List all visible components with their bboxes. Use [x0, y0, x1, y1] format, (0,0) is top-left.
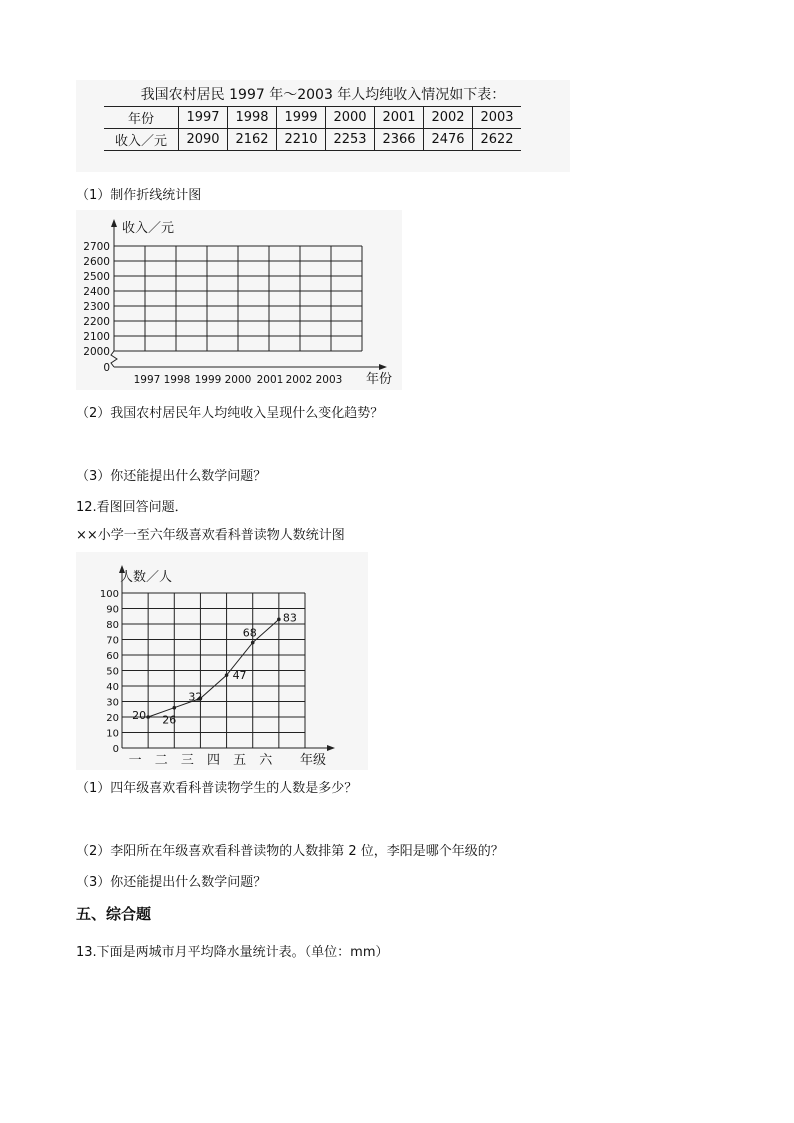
y-tick-label: 0	[112, 744, 119, 755]
table-header-income: 收入／元	[104, 129, 179, 151]
x-category-label: 三	[180, 753, 194, 768]
y-tick-label: 2100	[83, 331, 110, 343]
table-cell: 2366	[375, 129, 424, 151]
table-cell: 2253	[326, 129, 375, 151]
x-tick-label: 1998	[163, 374, 191, 386]
table-cell: 2476	[424, 129, 473, 151]
table-cell: 2090	[179, 129, 228, 151]
y-tick-label: 2500	[83, 271, 110, 283]
data-label: 26	[162, 713, 177, 727]
q13-text: 13.下面是两城市月平均降水量统计表。（单位：mm）	[76, 945, 389, 960]
x-category-label: 一	[128, 753, 142, 768]
data-label: 83	[282, 611, 297, 625]
table-cell: 2622	[473, 129, 522, 151]
data-label: 47	[232, 669, 247, 683]
data-point	[146, 715, 150, 719]
table-header-year: 年份	[104, 107, 179, 129]
table-cell: 1997	[179, 107, 228, 129]
series-line	[148, 619, 279, 717]
y-tick-label: 2300	[83, 301, 110, 313]
data-label: 20	[132, 709, 147, 722]
x-axis-title: 年级	[300, 753, 327, 768]
table-cell: 1999	[277, 107, 326, 129]
section-heading: 五、综合题	[76, 905, 152, 923]
q11-part1: （1）制作折线统计图	[76, 188, 202, 203]
data-point	[172, 706, 176, 710]
q12-part1: （1）四年级喜欢看科普读物学生的人数是多少？	[76, 781, 358, 796]
y-tick-label: 50	[106, 666, 119, 678]
x-category-label: 五	[233, 753, 247, 768]
table-cell: 2003	[473, 107, 522, 129]
table-title: 我国农村居民 1997 年～2003 年人均纯收入情况如下表：	[140, 87, 506, 103]
y-tick-label: 40	[106, 682, 119, 693]
table-cell: 2002	[424, 107, 473, 129]
x-tick-label: 1999	[194, 374, 222, 386]
y-axis-title: 人数／人	[120, 570, 173, 585]
table-cell: 2162	[228, 129, 277, 151]
y-axis-title: 收入／元	[122, 221, 175, 236]
x-category-label: 二	[154, 753, 168, 768]
x-tick-label: 2003	[315, 374, 343, 386]
table-cell: 1998	[228, 107, 277, 129]
table-cell: 2000	[326, 107, 375, 129]
y-tick-label: 90	[106, 604, 119, 616]
y-tick-label: 100	[99, 589, 119, 600]
y-tick-label: 2000	[83, 346, 110, 358]
data-point	[277, 618, 281, 622]
x-axis-title: 年份	[366, 372, 393, 387]
x-category-label: 六	[259, 753, 273, 768]
y-tick-label: 70	[106, 635, 119, 647]
x-tick-label: 2000	[224, 374, 252, 386]
data-point	[225, 673, 229, 677]
table-cell: 2001	[375, 107, 424, 129]
y-tick-label: 60	[106, 651, 119, 662]
y-tick-label: 2700	[83, 241, 110, 253]
x-tick-label: 2001	[256, 374, 284, 386]
y-tick-label: 10	[106, 728, 119, 740]
y-tick-label: 2600	[83, 256, 110, 268]
data-label: 68	[242, 626, 257, 640]
y-tick-label: 2400	[83, 286, 110, 298]
x-tick-label: 2002	[285, 374, 313, 386]
q11-part3: （3）你还能提出什么数学问题？	[76, 469, 267, 484]
chart2-title: ××小学一至六年级喜欢看科普读物人数统计图	[76, 528, 345, 543]
q11-part2: （2）我国农村居民年人均纯收入呈现什么变化趋势？	[76, 406, 384, 421]
y-tick-label: 2200	[83, 316, 110, 328]
y-tick-label: 80	[106, 620, 119, 631]
q12-part3: （3）你还能提出什么数学问题？	[76, 875, 267, 890]
q12-part2: （2）李阳所在年级喜欢看科普读物的人数排第 2 位，李阳是哪个年级的？	[76, 844, 504, 859]
y-tick-label: 20	[106, 713, 119, 724]
data-label: 32	[188, 690, 203, 704]
y-tick-label: 30	[106, 697, 119, 709]
x-tick-label: 1997	[133, 374, 161, 386]
data-point	[251, 641, 255, 645]
x-axis-arrow	[327, 745, 335, 751]
table-cell: 2210	[277, 129, 326, 151]
y-tick-label: 0	[103, 362, 110, 374]
x-category-label: 四	[206, 753, 221, 768]
q12-title: 12.看图回答问题．	[76, 500, 188, 515]
